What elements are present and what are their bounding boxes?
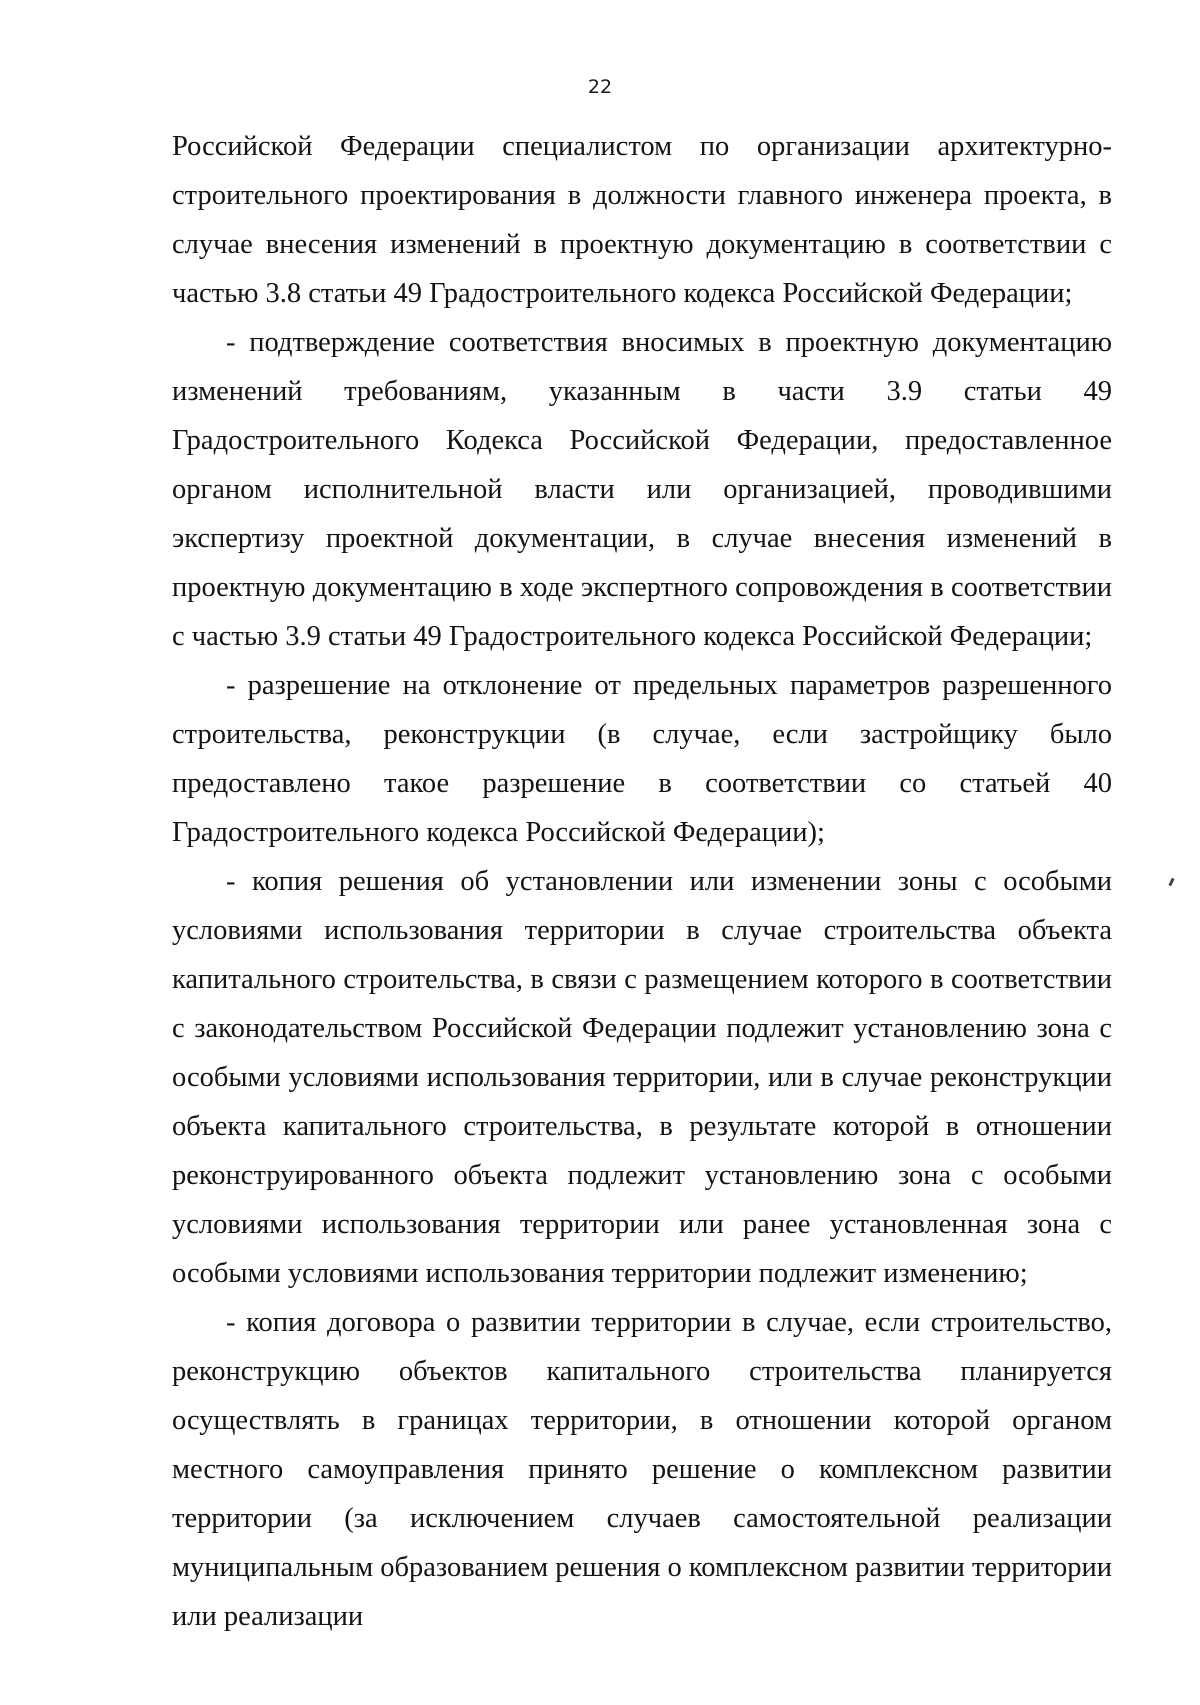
paragraph-special-zone-decision: - копия решения об установлении или изменении зоны с особыми условиями использования территории в случае строительства объекта капитального строительства, в связи с размещением которого в соответствии с законодательством Российской Федерации подлежит установлению зона с особыми условиями использования территории, или в случае реконструкции объекта капитального строительства, в результате которой в отношении реконструированного объекта подлежит установлению зона с особыми условиями использования территории или ранее установленная зона с особыми условиями использования территории подлежит изменению; bbox=[172, 866, 1112, 1289]
paragraph-deviation-permit: - разрешение на отклонение от предельных параметров разрешенного строительства, реконструкции (в случае, если застройщику было предоставлено такое разрешение в соответствии со статьей 40 Градостроительного кодекса Российской Федерации); bbox=[172, 670, 1112, 848]
paragraph-continuation: Российской Федерации специалистом по организации архитектурно-строительного проектирования в должности главного инженера проекта, в случае внесения изменений в проектную документацию в соответствии с частью 3.8 статьи 49 Градостроительного кодекса Российской Федерации; bbox=[172, 131, 1112, 309]
paragraph-territory-development-contract: - копия договора о развитии территории в случае, если строительство, реконструкцию объектов капитального строительства планируется осуществлять в границах территории, в отношении которой органом местного самоуправления принято решение о комплексном развитии территории (за исключением случаев самостоятельной реализации муниципальным образованием решения о комплексном развитии территории или реализации bbox=[172, 1307, 1112, 1632]
document-body bbox=[172, 122, 1112, 1641]
paragraph-design-changes-confirmation: - подтверждение соответствия вносимых в проектную документацию изменений требованиям, указанным в части 3.9 статьи 49 Градостроительного Кодекса Российской Федерации, предоставленное органом исполнительной власти или организацией, проводившими экспертизу проектной документации, в случае внесения изменений в проектную документацию в ходе экспертного сопровождения в соответствии с частью 3.9 статьи 49 Градостроительного кодекса Российской Федерации; bbox=[172, 327, 1112, 652]
scan-artifact-mark bbox=[1168, 878, 1174, 887]
page-number: 22 bbox=[587, 76, 613, 98]
